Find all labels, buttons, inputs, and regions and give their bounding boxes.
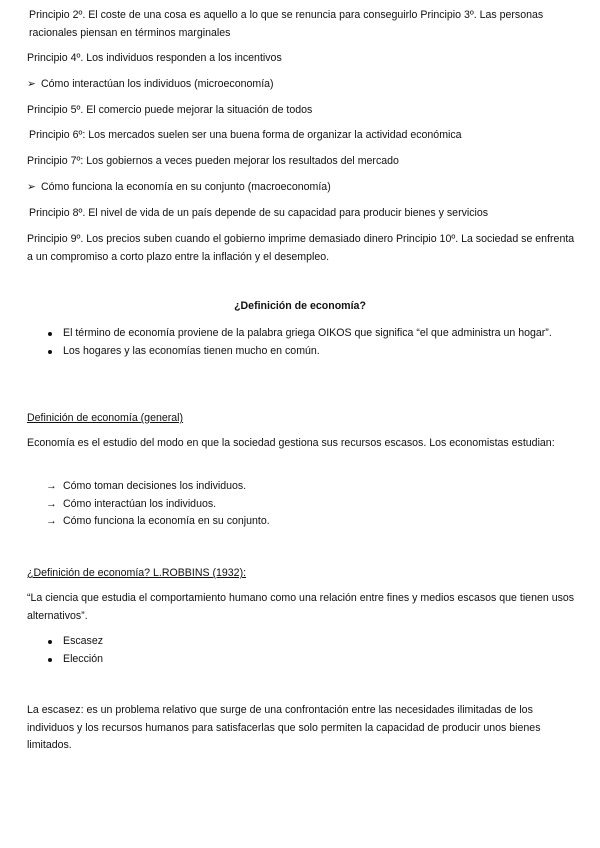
right-arrow-icon: →	[46, 480, 57, 492]
robbins-bullet-list	[48, 633, 568, 668]
general-definition-heading: Definición de economía (general)	[27, 412, 184, 424]
principle-5: Principio 5º. El comercio puede mejorar la situación de todos	[27, 104, 313, 116]
right-arrow-icon: →	[46, 515, 57, 527]
arrowhead-icon: ➢	[27, 78, 36, 90]
principle-2-3: Principio 2º. El coste de una cosa es aquello a lo que se renuncia para conseguirlo Principio 3º. Las personas racionales piensan en términos marginales	[29, 9, 544, 39]
general-definition-text: Economía es el estudio del modo en que la sociedad gestiona sus recursos escasos. Los economistas estudian:	[27, 437, 555, 449]
principle-4: Principio 4º. Los individuos responden a los incentivos	[27, 52, 282, 64]
macro-heading-text: Cómo funciona la economía en su conjunto (macroeconomía)	[41, 181, 331, 193]
principle-9-10: Principio 9º. Los precios suben cuando el gobierno imprime demasiado dinero Principio 10º. La sociedad se enfrenta a un compromiso a corto plazo entre la inflación y el desempleo.	[27, 233, 575, 263]
list-item: Escasez	[48, 633, 568, 651]
list-item: El término de economía proviene de la palabra griega OIKOS que significa “el que administra un hogar”.	[48, 325, 568, 343]
list-item: → Cómo toman decisiones los individuos.	[46, 478, 566, 496]
principle-7: Principio 7º: Los gobiernos a veces pueden mejorar los resultados del mercado	[27, 155, 399, 167]
robbins-quote: “La ciencia que estudia el comportamiento humano como una relación entre fines y medios escasos que tienen usos alternativos”.	[27, 592, 575, 622]
robbins-heading: ¿Definición de economía? L.ROBBINS (1932):	[27, 567, 247, 579]
micro-heading	[27, 76, 575, 94]
scarcity-paragraph: La escasez: es un problema relativo que surge de una confrontación entre las necesidades ilimitadas de los individuos y los recursos humanos para satisfacerlas que solo permiten la capacidad de producir unos bienes limitados.	[27, 704, 541, 751]
principle-6: Principio 6º: Los mercados suelen ser una buena forma de organizar la actividad económica	[29, 129, 462, 141]
bullet-icon	[48, 332, 52, 336]
general-arrow-list	[46, 478, 566, 531]
definition-title: ¿Definición de economía?	[234, 300, 366, 312]
arrowhead-icon: ➢	[27, 181, 36, 193]
bullet-icon	[48, 658, 52, 662]
list-item: → Cómo funciona la economía en su conjunto.	[46, 513, 566, 531]
bullet-icon	[48, 640, 52, 644]
list-item: Los hogares y las economías tienen mucho en común.	[48, 343, 568, 361]
definition-bullet-list	[48, 325, 568, 360]
right-arrow-icon: →	[46, 497, 57, 510]
bullet-icon	[48, 350, 52, 354]
list-item: Elección	[48, 651, 568, 669]
micro-heading-text: Cómo interactúan los individuos (microeconomía)	[41, 78, 274, 90]
list-item: → Cómo interactúan los individuos.	[46, 496, 566, 514]
principle-8: Principio 8º. El nivel de vida de un país depende de su capacidad para producir bienes y servicios	[29, 207, 489, 219]
macro-heading	[27, 179, 575, 197]
